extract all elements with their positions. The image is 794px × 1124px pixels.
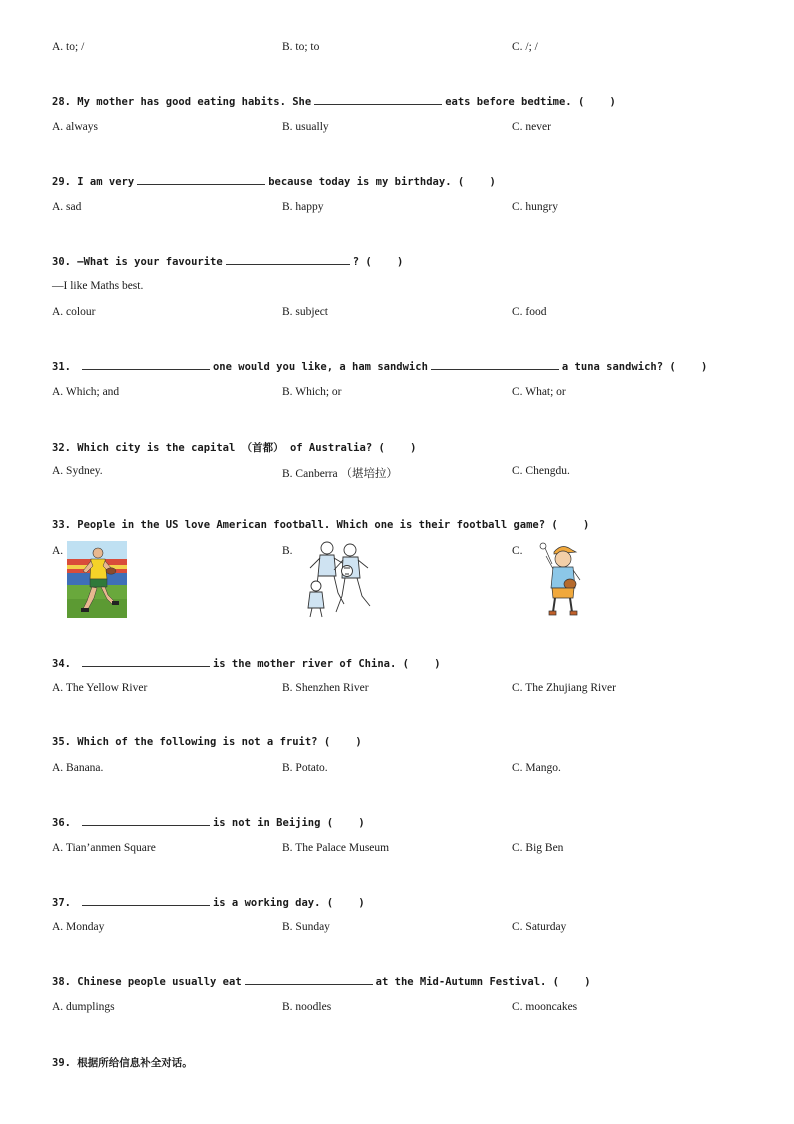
- q38-option-a[interactable]: A. dumplings: [52, 1001, 115, 1013]
- q28-option-b[interactable]: B. usually: [282, 121, 329, 133]
- q36-blank: [82, 816, 210, 826]
- baseball-player-image[interactable]: [538, 540, 586, 618]
- q35-option-c[interactable]: C. Mango.: [512, 762, 561, 774]
- q27-option-c[interactable]: C. /; /: [512, 41, 538, 53]
- q27-options: [52, 41, 752, 55]
- q34-stem: 34. is the mother river of China. ( ): [52, 658, 441, 670]
- q31-blank-2: [431, 360, 559, 370]
- q29-options: [52, 201, 752, 215]
- q37-blank: [82, 896, 210, 906]
- q30-option-c[interactable]: C. food: [512, 306, 547, 318]
- q35-options: [52, 762, 752, 776]
- q30-options: [52, 306, 752, 320]
- q32-option-c[interactable]: C. Chengdu.: [512, 465, 570, 477]
- q30-option-b[interactable]: B. subject: [282, 306, 328, 318]
- q31-option-a[interactable]: A. Which; and: [52, 386, 120, 398]
- q32-option-b[interactable]: B. Canberra （堪培拉）: [282, 468, 398, 480]
- q27-option-b[interactable]: B. to; to: [282, 41, 320, 53]
- q28-option-a[interactable]: A. always: [52, 121, 98, 133]
- q31-option-b[interactable]: B. Which; or: [282, 386, 342, 398]
- q29-option-c[interactable]: C. hungry: [512, 201, 558, 213]
- q33-stem: 33. People in the US love American football. Which one is their football game? ( ): [52, 519, 590, 531]
- q37-option-c[interactable]: C. Saturday: [512, 921, 567, 933]
- q34-options: [52, 682, 752, 696]
- q30-stem: 30. —What is your favourite ? ( ): [52, 256, 404, 268]
- q38-blank: [245, 975, 373, 985]
- q34-option-b[interactable]: B. Shenzhen River: [282, 682, 369, 694]
- q36-stem: 36. is not in Beijing ( ): [52, 817, 365, 829]
- q36-options: [52, 842, 752, 856]
- q37-stem: 37. is a working day. ( ): [52, 897, 365, 909]
- q31-stem: 31. one would you like, a ham sandwich a tuna sandwich? ( ): [52, 361, 708, 373]
- q32-option-a[interactable]: A. Sydney.: [52, 465, 103, 477]
- q31-blank-1: [82, 360, 210, 370]
- q39-stem: 39. 根据所给信息补全对话。: [52, 1057, 193, 1069]
- q38-stem: 38. Chinese people usually eat at the Mid-Autumn Festival. ( ): [52, 976, 591, 988]
- q37-options: [52, 921, 752, 935]
- q38-option-c[interactable]: C. mooncakes: [512, 1001, 578, 1013]
- q33-option-c-label[interactable]: C.: [512, 545, 523, 557]
- q29-blank: [137, 175, 265, 185]
- q38-options: [52, 1001, 752, 1015]
- q34-option-a[interactable]: A. The Yellow River: [52, 682, 148, 694]
- soccer-players-image[interactable]: [300, 538, 378, 618]
- q35-stem: 35. Which of the following is not a fruit? ( ): [52, 736, 362, 748]
- q29-option-b[interactable]: B. happy: [282, 201, 324, 213]
- q32-options: [52, 465, 752, 479]
- q28-options: [52, 121, 752, 135]
- q34-blank: [82, 657, 210, 667]
- q34-option-c[interactable]: C. The Zhujiang River: [512, 682, 616, 694]
- q31-options: [52, 386, 752, 400]
- q30-blank: [226, 255, 350, 265]
- q31-option-c[interactable]: C. What; or: [512, 386, 566, 398]
- q32-stem: 32. Which city is the capital （首都） of Australia? ( ): [52, 442, 417, 454]
- q36-option-b[interactable]: B. The Palace Museum: [282, 842, 390, 854]
- q35-option-b[interactable]: B. Potato.: [282, 762, 328, 774]
- q30-reply: —I like Maths best.: [52, 280, 144, 292]
- q28-stem: 28. My mother has good eating habits. She eats before bedtime. ( ): [52, 96, 616, 108]
- q37-option-a[interactable]: A. Monday: [52, 921, 105, 933]
- q27-option-a[interactable]: A. to; /: [52, 41, 85, 53]
- q33-option-b-label[interactable]: B.: [282, 545, 293, 557]
- q28-option-c[interactable]: C. never: [512, 121, 551, 133]
- q33-option-a-label[interactable]: A.: [52, 545, 64, 557]
- q29-stem: 29. I am very because today is my birthday. ( ): [52, 176, 496, 188]
- q29-option-a[interactable]: A. sad: [52, 201, 82, 213]
- rugby-player-image[interactable]: [67, 541, 127, 618]
- q36-option-a[interactable]: A. Tian’anmen Square: [52, 842, 156, 854]
- q30-option-a[interactable]: A. colour: [52, 306, 96, 318]
- q37-option-b[interactable]: B. Sunday: [282, 921, 330, 933]
- q38-option-b[interactable]: B. noodles: [282, 1001, 332, 1013]
- q28-blank: [314, 95, 442, 105]
- q36-option-c[interactable]: C. Big Ben: [512, 842, 564, 854]
- q35-option-a[interactable]: A. Banana.: [52, 762, 104, 774]
